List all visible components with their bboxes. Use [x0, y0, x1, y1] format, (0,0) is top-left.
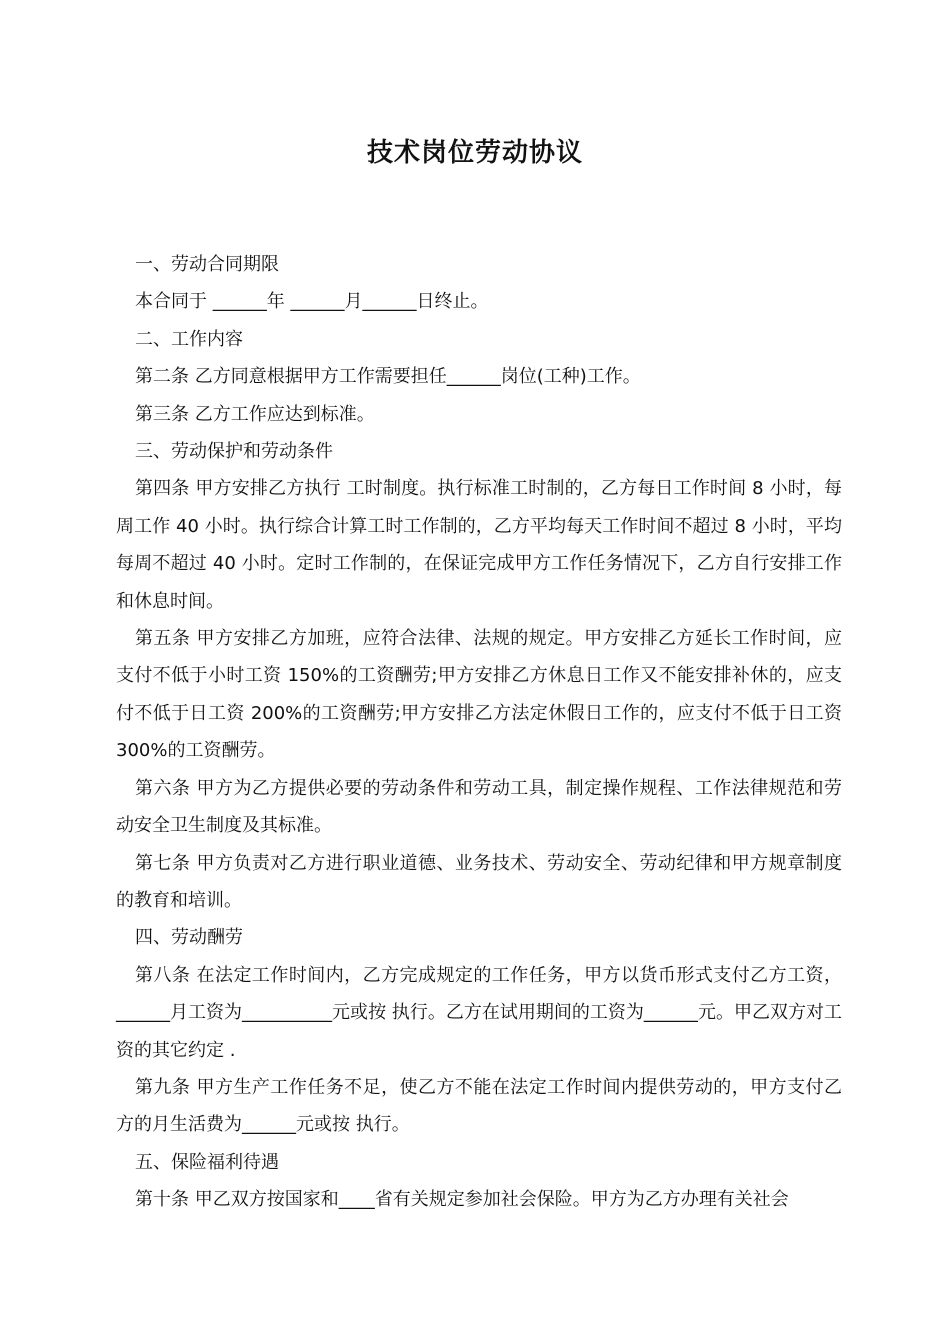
section-heading: 一、劳动合同期限: [135, 254, 279, 275]
article-paragraph: 第六条 甲方为乙方提供必要的劳动条件和劳动工具，制定操作规程、工作法律规范和劳动安全卫生制度及其标准。: [116, 777, 842, 837]
section-heading: 三、劳动保护和劳动条件: [135, 441, 333, 463]
article-paragraph: 第九条 甲方生产工作任务不足，使乙方不能在法定工作时间内提供劳动的，甲方支付乙方的月生活费为______元或按 执行。: [116, 1076, 842, 1136]
article-paragraph: 第十条 甲乙双方按国家和____省有关规定参加社会保险。甲方为乙方办理有关社会: [135, 1189, 789, 1211]
paragraph: 本合同于 ______年 ______月______日终止。: [135, 291, 489, 313]
section-heading: 二、工作内容: [135, 328, 243, 350]
document-body: [116, 246, 842, 1219]
section-heading: 五、保险福利待遇: [135, 1151, 279, 1173]
article-paragraph: 第四条 甲方安排乙方执行 工时制度。执行标准工时制的，乙方每日工作时间 8 小时，每周工作 40 小时。执行综合计算工时工作制的，乙方平均每天工作时间不超过 8 小时，平均每周不超过 40 小时。定时工作制的，在保证完成甲方工作任务情况下，乙方自行安排工作和休息时间。: [116, 478, 842, 612]
section-heading: 四、劳动酬劳: [135, 927, 243, 949]
article-paragraph: 第七条 甲方负责对乙方进行职业道德、业务技术、劳动安全、劳动纪律和甲方规章制度的教育和培训。: [116, 852, 842, 911]
article-paragraph: 第八条 在法定工作时间内，乙方完成规定的工作任务，甲方以货币形式支付乙方工资，______月工资为__________元或按 执行。乙方在试用期间的工资为______元。甲乙双方对工资的其它约定 .: [116, 964, 842, 1061]
document-title: 技术岗位劳动协议: [366, 138, 583, 168]
article-paragraph: 第五条 甲方安排乙方加班，应符合法律、法规的规定。甲方安排乙方延长工作时间，应支付不低于小时工资 150%的工资酬劳;甲方安排乙方休息日工作又不能安排补休的，应支付不低于日工资 200%的工资酬劳;甲方安排乙方法定休假日工作的，应支付不低于日工资 300%的工资酬劳。: [116, 628, 842, 762]
article-paragraph: 第二条 乙方同意根据甲方工作需要担任______岗位(工种)工作。: [135, 366, 641, 388]
article-paragraph: 第三条 乙方工作应达到标准。: [135, 403, 375, 425]
